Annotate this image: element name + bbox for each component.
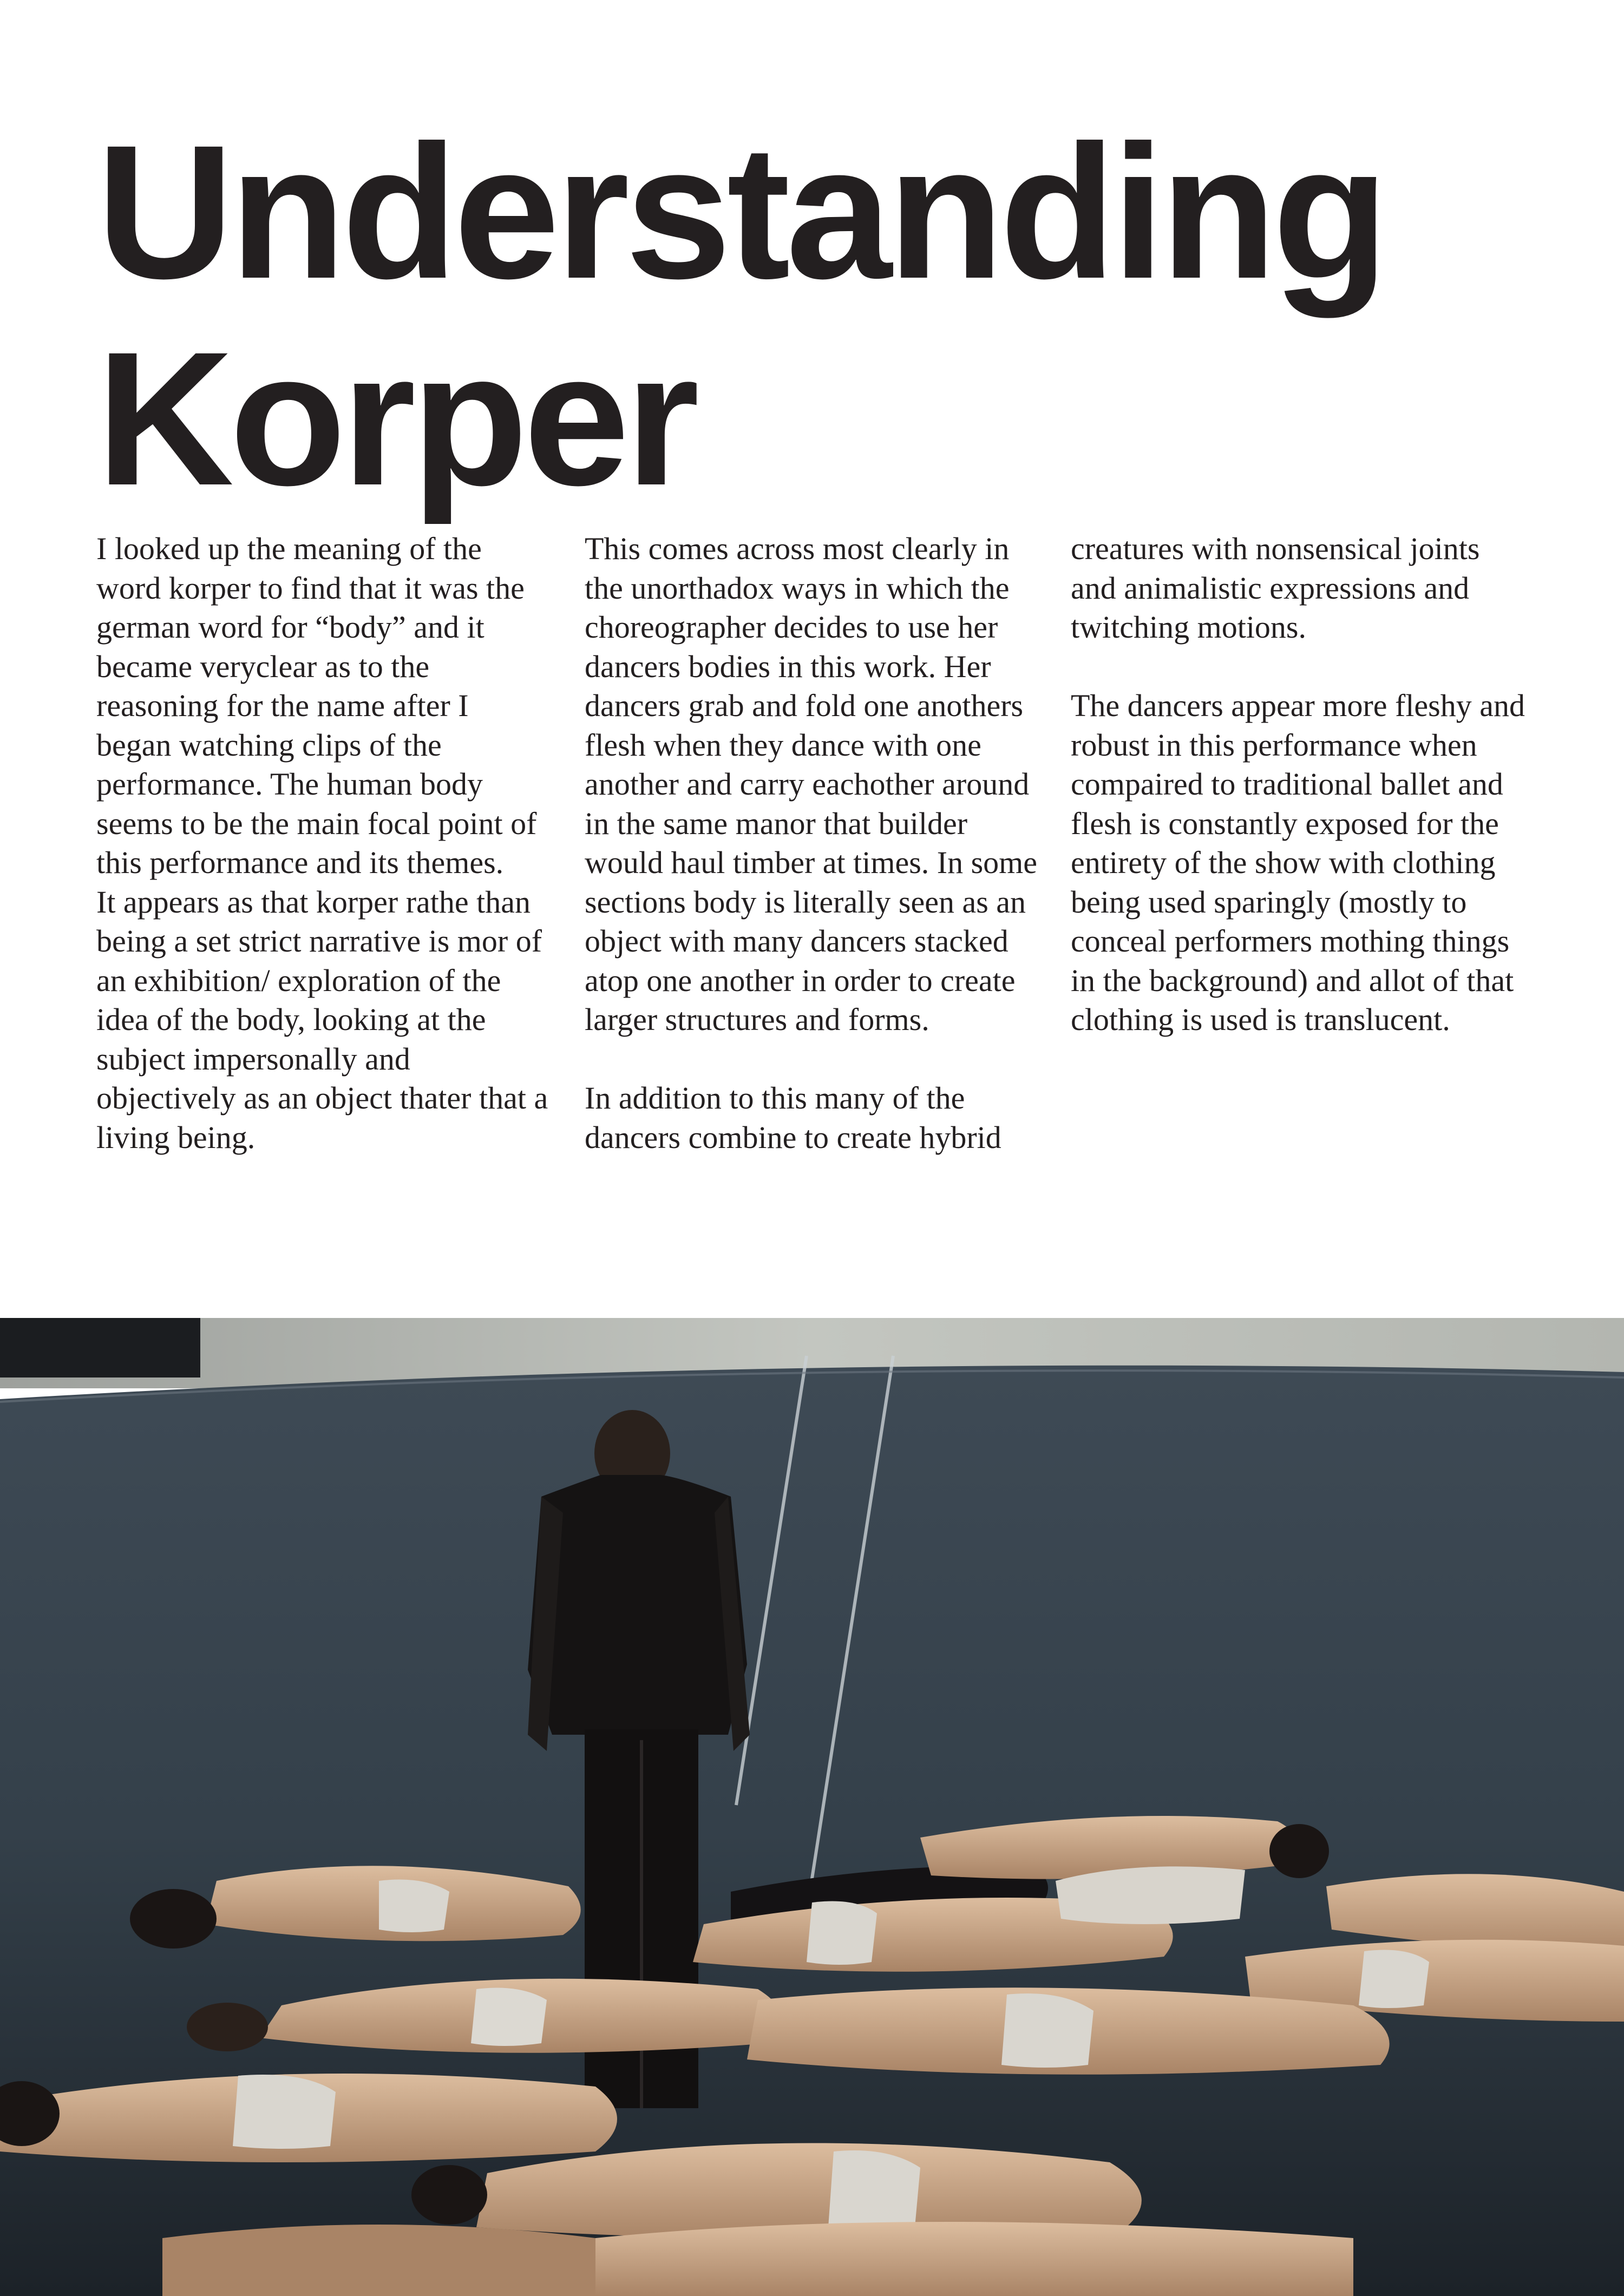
title-line-2: Korper (96, 312, 695, 525)
paragraph: creatures with nonsensical joints and animalistic expressions and twitching motions. (1071, 531, 1480, 645)
column-2 (585, 529, 1039, 1157)
article-title (96, 105, 1590, 525)
performance-photo (0, 1318, 1624, 2296)
dark-corner (0, 1318, 200, 1377)
performance-photo-illustration (0, 1318, 1624, 2296)
column-3 (1071, 529, 1525, 1040)
paragraph: The dancers appear more fleshy and robust in this performance when compaired to traditional ballet and flesh is constantly exposed for the entirety of the show with clothing being used sparingly (mostly to conceal performers mothing things in the background) and allot of that clothing is used is translucent. (1071, 688, 1525, 1037)
title-line-1: Understanding (96, 105, 1385, 318)
column-1 (96, 529, 551, 1157)
paragraph: I looked up the meaning of the word korper to find that it was the german word for “body” and it became veryclear as to the reasoning for the name after I began watching clips of the performance. The human body seems to be the main focal point of this performance and its themes. (96, 531, 537, 880)
paragraph: It appears as that korper rathe than being a set strict narrative is mor of an exhibition/ exploration of the idea of the body, looking at the subject impersonally and objectively as an object thater that a living being. (96, 884, 548, 1155)
paragraph: In addition to this many of the dancers combine to create hybrid (585, 1080, 1001, 1155)
paragraph: This comes across most clearly in the unorthadox ways in which the choreographer decides to use her dancers bodies in this work. Her dancers grab and fold one anothers flesh when they dance with one another and carry eachother around in the same manor that builder would haul timber at times. In some sections body is literally seen as an object with many dancers stacked atop one another in order to create larger structures and forms. (585, 531, 1038, 1037)
